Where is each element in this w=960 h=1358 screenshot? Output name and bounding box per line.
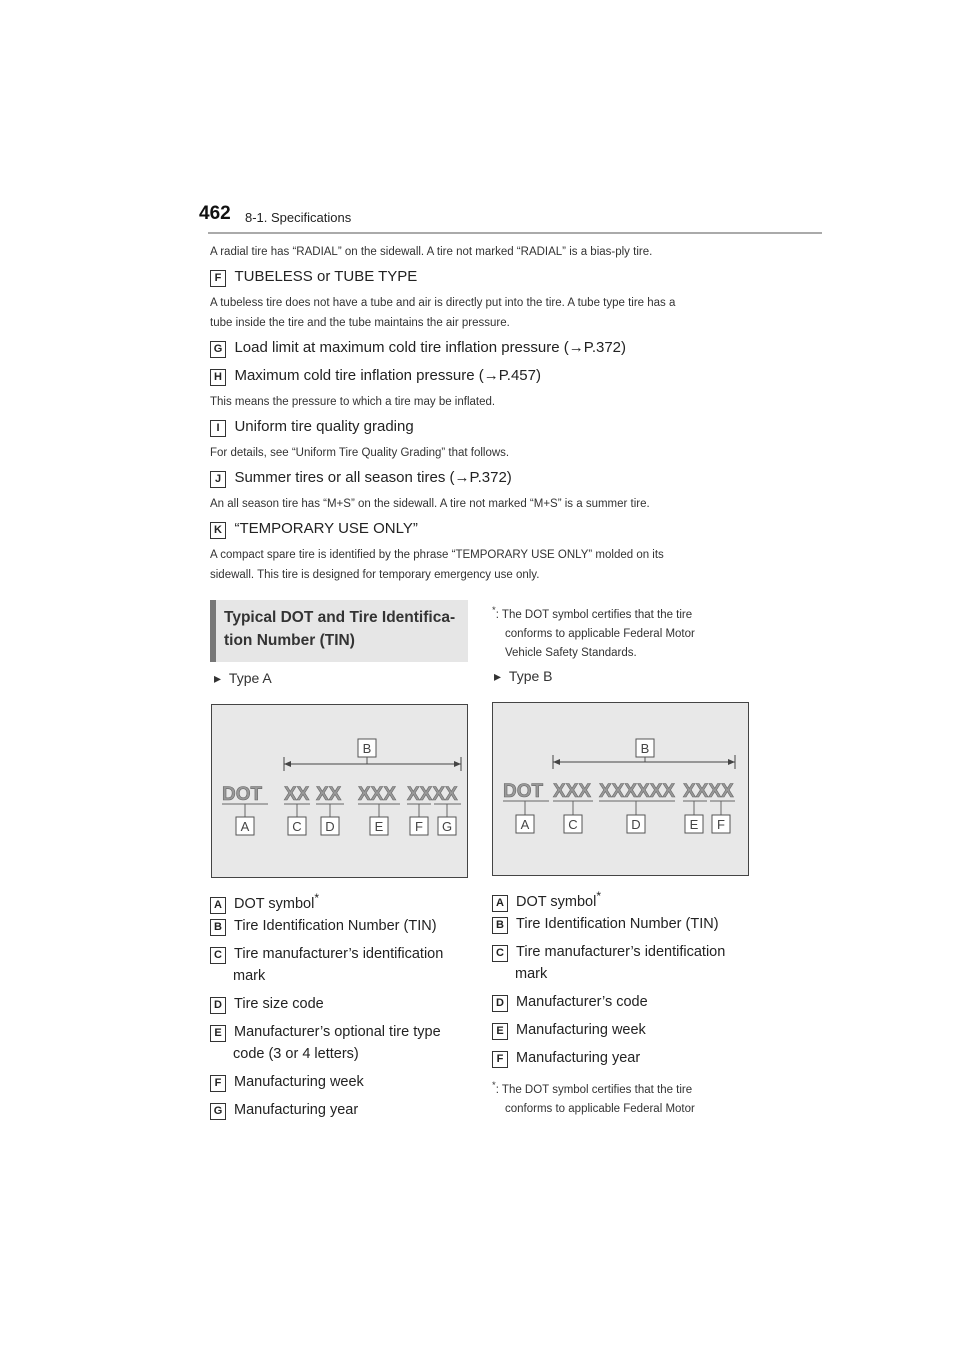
- badge: B: [492, 917, 508, 934]
- list-item: [210, 1072, 364, 1093]
- label-g: G: [441, 819, 453, 834]
- tin-diagram-type-b: [492, 702, 749, 876]
- list-item: [210, 1100, 358, 1121]
- badge: E: [492, 1023, 508, 1040]
- badge-f: F: [210, 270, 226, 287]
- footnote-line: : The DOT symbol certifies that the tire: [495, 608, 693, 621]
- item-desc: This means the pressure to which a tire may be inflated.: [210, 396, 496, 408]
- code-mfr-code: XXXXXX: [599, 781, 676, 802]
- footnote-mark: *: [492, 605, 496, 616]
- tin-diagram-type-a: [211, 704, 468, 878]
- badge: C: [210, 947, 226, 964]
- code-tire-mfr: XX: [284, 784, 310, 805]
- list-item: [210, 994, 324, 1015]
- list-item-text: Manufacturing year: [234, 1102, 359, 1118]
- item-h: [210, 367, 541, 386]
- code-tire-mfr: XXX: [553, 781, 592, 802]
- list-item: [492, 1048, 640, 1069]
- footnote-line: : The DOT symbol certifies that the tire: [495, 1083, 693, 1096]
- list-item-text: Manufacturing year: [516, 1050, 641, 1066]
- item-desc: An all season tire has “M+S” on the sidewall. A tire not marked “M+S” is a summer tire.: [210, 498, 650, 510]
- label-d: D: [631, 817, 641, 832]
- type-label-text: Type A: [228, 670, 272, 686]
- list-item: [210, 888, 319, 915]
- list-item-text: DOT symbol: [516, 893, 597, 910]
- item-desc: A tubeless tire does not have a tube and air is directly put into the tire. A tube type tire has a: [210, 297, 676, 309]
- code-dot: DOT: [222, 784, 263, 805]
- item-j: [210, 469, 512, 488]
- footnote-bottom: [492, 1076, 752, 1119]
- footnote-line: conforms to applicable Federal Motor: [505, 1102, 695, 1115]
- item-label: Uniform tire quality grading: [234, 418, 414, 435]
- code-size: XX: [316, 784, 342, 805]
- list-item: [492, 942, 725, 963]
- section-heading: [210, 600, 468, 662]
- list-item-text: Manufacturing week: [234, 1074, 364, 1090]
- arrow-icon: ▸: [214, 670, 222, 686]
- list-item: [210, 944, 443, 965]
- label-b: B: [362, 741, 372, 756]
- item-label: Load limit at maximum cold tire inflation pressure (→P.372): [234, 339, 627, 356]
- badge-j: J: [210, 471, 226, 488]
- badge: A: [210, 897, 226, 914]
- badge: D: [492, 995, 508, 1012]
- footnote-line: conforms to applicable Federal Motor: [505, 627, 695, 640]
- badge-i: I: [210, 420, 226, 437]
- list-item-text: Manufacturer’s code: [516, 994, 648, 1010]
- item-k: [210, 520, 418, 539]
- list-item: [492, 914, 719, 935]
- diagram-svg: [493, 703, 748, 875]
- label-e: E: [689, 817, 699, 832]
- item-desc: A compact spare tire is identified by the phrase “TEMPORARY USE ONLY” molded on its: [210, 549, 664, 561]
- label-a: A: [240, 819, 250, 834]
- header-divider: [208, 232, 822, 234]
- item-label: Summer tires or all season tires (→P.372): [234, 469, 512, 486]
- item-label: TUBELESS or TUBE TYPE: [234, 268, 418, 285]
- label-e: E: [374, 819, 384, 834]
- type-a-label: [214, 670, 272, 687]
- footnote-top: [492, 601, 752, 663]
- list-item-text-cont: mark: [515, 966, 548, 982]
- list-item: [210, 916, 437, 937]
- list-item-text: Tire manufacturer’s identification: [516, 944, 726, 960]
- list-item-text: Tire Identification Number (TIN): [234, 918, 437, 934]
- diagram-svg: [212, 705, 467, 877]
- list-item-text-cont: mark: [233, 968, 266, 984]
- label-c: C: [292, 819, 302, 834]
- intro-text: A radial tire has “RADIAL” on the sidewall. A tire not marked “RADIAL” is a bias-ply tire.: [210, 246, 653, 258]
- badge: F: [492, 1051, 508, 1068]
- page-number: 462: [199, 203, 231, 224]
- badge: A: [492, 895, 508, 912]
- badge-h: H: [210, 369, 226, 386]
- label-f: F: [415, 819, 423, 834]
- label-b: B: [640, 741, 650, 756]
- badge: C: [492, 945, 508, 962]
- item-label: Maximum cold tire inflation pressure (→P.457): [234, 367, 541, 384]
- code-dot: DOT: [503, 781, 544, 802]
- item-desc: sidewall. This tire is designed for temporary emergency use only.: [210, 569, 540, 581]
- list-item: [492, 886, 601, 913]
- item-label: “TEMPORARY USE ONLY”: [234, 520, 418, 537]
- label-a: A: [520, 817, 530, 832]
- badge: B: [210, 919, 226, 936]
- list-item-text-cont: code (3 or 4 letters): [233, 1046, 359, 1062]
- footnote-mark: *: [314, 891, 320, 905]
- list-item-text: Manufacturer’s optional tire type: [234, 1024, 441, 1040]
- section-title: 8-1. Specifications: [245, 210, 352, 225]
- list-item-text: DOT symbol: [234, 895, 315, 912]
- badge: E: [210, 1025, 226, 1042]
- item-desc: For details, see “Uniform Tire Quality Grading” that follows.: [210, 447, 510, 459]
- list-item: [210, 1022, 441, 1043]
- footnote-line: Vehicle Safety Standards.: [505, 646, 637, 659]
- code-date: XXXX: [683, 781, 734, 802]
- list-item: [492, 1020, 646, 1041]
- list-item-text: Tire Identification Number (TIN): [516, 916, 719, 932]
- item-i: [210, 418, 414, 437]
- heading-line: Typical DOT and Tire Identifica-: [224, 609, 456, 626]
- badge-g: G: [210, 341, 226, 358]
- list-item-text: Tire manufacturer’s identification: [234, 946, 444, 962]
- type-b-label: [494, 668, 553, 685]
- item-g: [210, 339, 626, 358]
- badge: F: [210, 1075, 226, 1092]
- label-d: D: [325, 819, 335, 834]
- item-f: [210, 268, 417, 287]
- heading-line: tion Number (TIN): [224, 632, 355, 649]
- code-date: XXXX: [407, 784, 458, 805]
- arrow-icon: ▸: [494, 668, 502, 684]
- badge-k: K: [210, 522, 226, 539]
- label-f: F: [717, 817, 725, 832]
- footnote-mark: *: [492, 1080, 496, 1091]
- badge: D: [210, 997, 226, 1014]
- code-optional: XXX: [358, 784, 397, 805]
- list-item-text: Manufacturing week: [516, 1022, 646, 1038]
- footnote-mark: *: [596, 889, 602, 903]
- list-item-text: Tire size code: [234, 996, 324, 1012]
- list-item: [492, 992, 648, 1013]
- item-desc: tube inside the tire and the tube maintains the air pressure.: [210, 317, 510, 329]
- label-c: C: [568, 817, 578, 832]
- badge: G: [210, 1103, 226, 1120]
- type-label-text: Type B: [508, 668, 553, 684]
